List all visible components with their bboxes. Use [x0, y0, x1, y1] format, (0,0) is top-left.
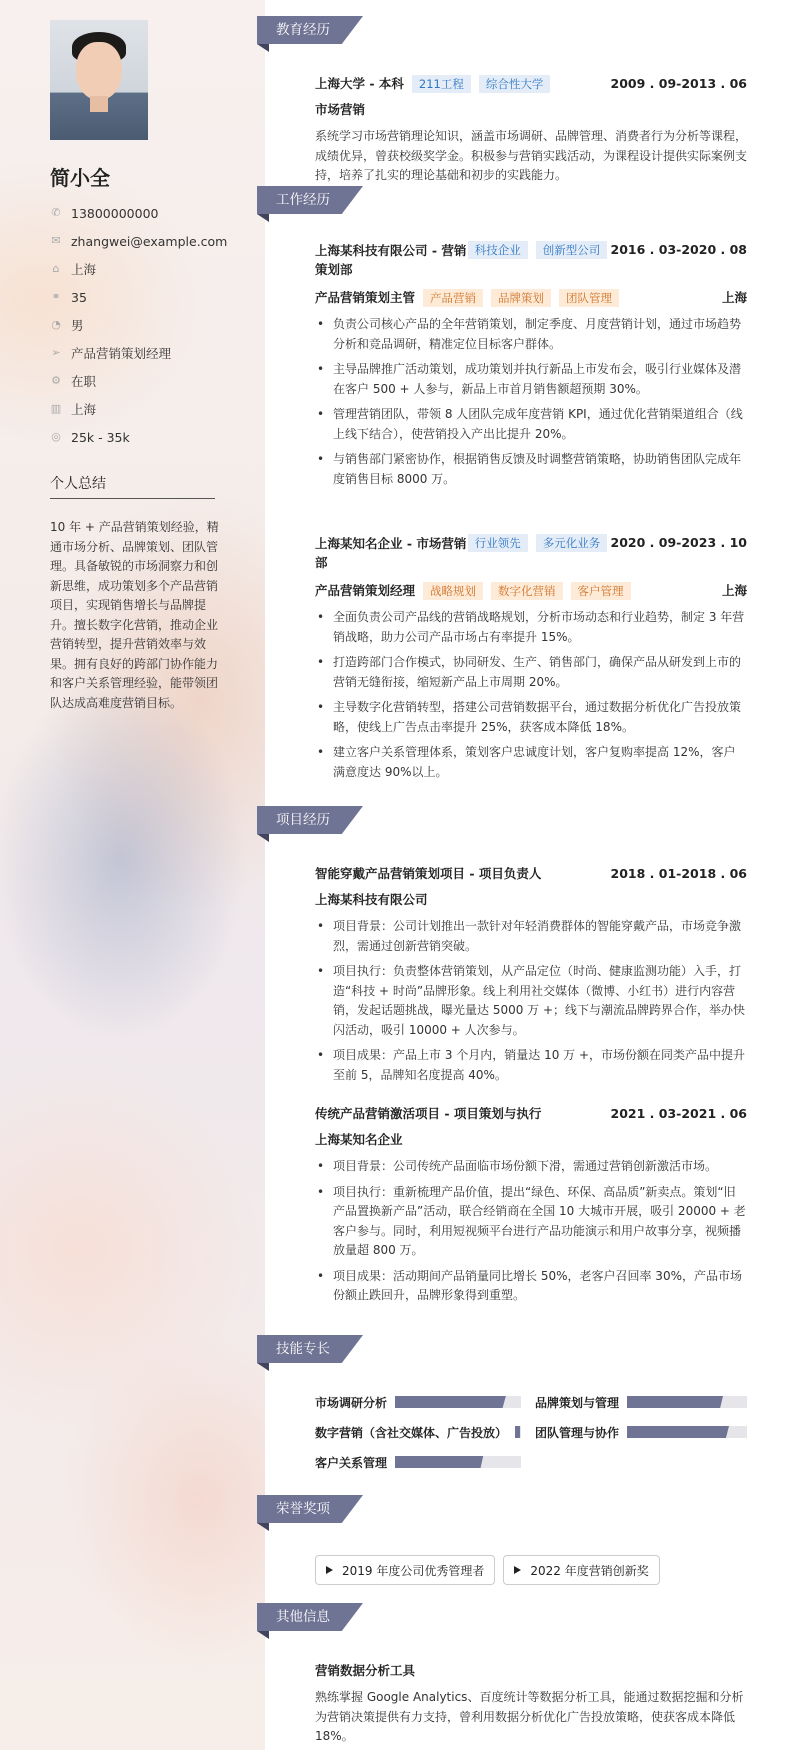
bullet-item: • 项目成果：活动期间产品销量同比增长 50%，老客户召回率 30%，产品市场份额止跌回升，品牌形象得到重塑。: [315, 1267, 747, 1306]
skill-bar-fill: [515, 1426, 520, 1438]
position-tag: 品牌策划: [491, 289, 551, 307]
contact-home: [50, 255, 227, 283]
email-text: zhangwei@example.com: [71, 233, 228, 249]
work-position-row: [315, 289, 619, 307]
skill-name: 数字营销（含社交媒体、广告投放）: [315, 1425, 508, 1440]
project-company: 上海某科技有限公司: [315, 892, 428, 907]
work-position-row: [315, 582, 631, 600]
section-header-education: [257, 16, 363, 44]
project-date: 2021 . 03-2021 . 06: [610, 1106, 747, 1121]
section-title-skills: 技能专长: [276, 1341, 330, 1357]
education-tag: 211工程: [412, 75, 471, 93]
gender-icon: ◔: [51, 318, 61, 331]
education-description: 系统学习市场营销理论知识，涵盖市场调研、品牌管理、消费者行为分析等课程，成绩优异，曾获校级奖学金。积极参与营销实践活动，为课程设计提供实际案例支持，培养了扎实的理论基础和初步的实践能力。: [315, 129, 748, 182]
awards-list: [315, 1555, 747, 1585]
project-entry: [315, 1105, 747, 1312]
award-item: [503, 1555, 659, 1585]
company-tag: 创新型公司: [536, 241, 608, 259]
contact-salary: [50, 423, 227, 451]
project-date: 2018 . 01-2018 . 06: [610, 866, 747, 881]
section-title-other: 其他信息: [276, 1609, 330, 1625]
summary-text: 10 年 + 产品营销策划经验，精通市场分析、品牌策划、团队管理。具备敏锐的市场洞察力和创新思维，成功策划多个产品营销项目，实现销售增长与品牌提升。擅长数字化营销，推动企业营销转型，提升营销效率与效果。拥有良好的跨部门协作能力和客户关系管理经验，能带领团队达成高难度营销目标。: [50, 520, 219, 710]
skill-bar-fill: [395, 1456, 483, 1468]
bullet-item: • 主导数字化营销转型，搭建公司营销数据平台，通过数据分析优化广告投放策略，使线上广告点击率提升 25%，获客成本降低 18%。: [315, 698, 747, 737]
education-tag: 综合性大学: [479, 75, 551, 93]
bullet-item: • 全面负责公司产品线的营销战略规划，分析市场动态和行业趋势，制定 3 年营销战略，助力公司产品市场占有率提升 15%。: [315, 608, 747, 647]
skill-bar-fill: [627, 1396, 723, 1408]
work-entry: [315, 241, 747, 495]
skill-item: [315, 1454, 521, 1470]
education-school: 上海大学 - 本科: [315, 76, 404, 91]
section-header-work: [257, 186, 363, 214]
skill-grid: [315, 1394, 747, 1470]
other-info: [315, 1662, 747, 1747]
phone-icon: ✆: [51, 206, 61, 219]
section-title-education: 教育经历: [276, 22, 330, 38]
bullet-item: • 负责公司核心产品的全年营销策划，制定季度、月度营销计划，通过市场趋势分析和竞品调研，精准定位目标客户群体。: [315, 315, 747, 354]
work-date: 2020 . 09-2023 . 10: [610, 535, 747, 550]
age-text: 35: [71, 289, 87, 305]
city-icon: ▥: [50, 402, 62, 415]
skill-name: 品牌策划与管理: [535, 1395, 620, 1410]
bullet-item: • 管理营销团队，带领 8 人团队完成年度营销 KPI，通过优化营销渠道组合（线上线下结合），使营销投入产出比提升 20%。: [315, 405, 747, 444]
skills-list: [315, 1394, 747, 1470]
skill-bar-track: [515, 1426, 521, 1438]
award-label: 2019 年度公司优秀管理者: [342, 1563, 485, 1578]
bullet-item: • 与销售部门紧密协作，根据销售反馈及时调整营销策略，协助销售团队完成年度销售目标 8000 万。: [315, 450, 747, 489]
company-tag: 科技企业: [468, 241, 528, 259]
skill-name: 市场调研分析: [315, 1395, 388, 1410]
project-bullets: [315, 1157, 747, 1306]
skill-item: [535, 1424, 747, 1440]
skill-bar-fill: [627, 1426, 729, 1438]
triangle-icon: [514, 1566, 521, 1574]
contact-city: [50, 395, 227, 423]
triangle-icon: [326, 1566, 333, 1574]
skill-bar-track: [395, 1396, 521, 1408]
target-position-text: 产品营销策划经理: [71, 346, 172, 361]
company-tag: 行业领先: [468, 534, 528, 552]
work-entry: [315, 534, 747, 788]
position-tag: 产品营销: [423, 289, 483, 307]
contact-age: [50, 283, 227, 311]
summary-title: 个人总结: [50, 476, 106, 492]
bullet-item: • 项目执行：负责整体营销策划，从产品定位（时尚、健康监测功能）入手，打造“科技 + 时尚”品牌形象。线上利用社交媒体（微博、小红书）进行内容营销，发起话题挑战，曝光量达 5000 万 +；线下与潮流品牌跨界合作，举办快闪活动，吸引 10000 + 人次参与。: [315, 962, 747, 1040]
work-city: 上海: [721, 290, 747, 305]
project-bullets: [315, 917, 747, 1085]
project-name: 智能穿戴产品营销策划项目 - 项目负责人: [315, 866, 542, 881]
contact-status: [50, 367, 227, 395]
avatar: [50, 20, 148, 140]
education-school-row: [315, 75, 550, 93]
sidebar: [0, 0, 265, 1750]
section-header-projects: [257, 806, 363, 834]
salary-text: 25k - 35k: [71, 429, 130, 445]
work-position: 产品营销策划经理: [315, 583, 416, 598]
age-icon: ⚭: [51, 290, 61, 303]
position-tag: 团队管理: [559, 289, 619, 307]
work-bullets: [315, 608, 747, 782]
project-name: 传统产品营销激活项目 - 项目策划与执行: [315, 1106, 542, 1121]
skill-bar-track: [395, 1456, 521, 1468]
email-icon: ✉: [51, 234, 61, 247]
home-icon: ⌂: [52, 262, 60, 275]
bullet-item: • 项目成果：产品上市 3 个月内，销量达 10 万 +，市场份额在同类产品中提升至前 5，品牌知名度提高 40%。: [315, 1046, 747, 1085]
skill-bar-track: [627, 1426, 747, 1438]
contact-gender: [50, 311, 227, 339]
work-company-tags: [468, 241, 608, 259]
award-item: [315, 1555, 495, 1585]
skill-bar-fill: [395, 1396, 506, 1408]
summary-divider: [50, 498, 215, 499]
contact-phone: [50, 199, 227, 227]
avatar-face: [76, 42, 122, 100]
project-company: 上海某知名企业: [315, 1132, 403, 1147]
position-tag: 客户管理: [571, 582, 631, 600]
work-company-tags: [468, 534, 608, 552]
project-entry: [315, 865, 747, 1091]
section-header-awards: [257, 1495, 363, 1523]
work-company: 上海某知名企业 - 市场营销部: [315, 536, 467, 570]
education-date: 2009 . 09-2013 . 06: [610, 76, 747, 91]
profile-name: 简小全: [50, 166, 110, 190]
skill-item: [535, 1394, 747, 1410]
section-title-awards: 荣誉奖项: [276, 1501, 330, 1517]
work-city: 上海: [721, 583, 747, 598]
education-major: 市场营销: [315, 102, 366, 117]
section-title-projects: 项目经历: [276, 812, 330, 828]
skill-name: 团队管理与协作: [535, 1425, 620, 1440]
contact-target-position: [50, 339, 227, 367]
position-tag: 数字化营销: [491, 582, 563, 600]
city-text: 上海: [71, 402, 97, 417]
other-text: 熟练掌握 Google Analytics、百度统计等数据分析工具，能通过数据挖掘和分析为营销决策提供有力支持，曾利用数据分析优化广告投放策略，使获客成本降低 18%。: [315, 1690, 744, 1743]
work-position: 产品营销策划主管: [315, 290, 416, 305]
status-text: 在职: [71, 374, 97, 389]
contact-info-list: [50, 199, 227, 451]
skill-name: 客户关系管理: [315, 1455, 388, 1470]
phone-text: 13800000000: [71, 205, 159, 221]
skill-item: [315, 1424, 521, 1440]
section-header-skills: [257, 1335, 363, 1363]
bullet-item: • 项目背景：公司传统产品面临市场份额下滑，需通过营销创新激活市场。: [315, 1157, 747, 1177]
gender-text: 男: [71, 318, 84, 333]
home-text: 上海: [71, 262, 97, 277]
award-label: 2022 年度营销创新奖: [530, 1563, 649, 1578]
section-title-work: 工作经历: [276, 192, 330, 208]
target-position-icon: ➢: [51, 346, 61, 359]
work-bullets: [315, 315, 747, 489]
contact-email: [50, 227, 227, 255]
bullet-item: • 主导品牌推广活动策划，成功策划并执行新品上市发布会，吸引行业媒体及潜在客户 500 + 人参与，新品上市首月销售额超预期 30%。: [315, 360, 747, 399]
work-date: 2016 . 03-2020 . 08: [610, 242, 747, 257]
company-tag: 多元化业务: [536, 534, 608, 552]
position-tag: 战略规划: [423, 582, 483, 600]
salary-icon: ◎: [51, 430, 61, 443]
bullet-item: • 项目执行：重新梳理产品价值，提出“绿色、环保、高品质”新卖点。策划“旧产品置换新产品”活动，联合经销商在全国 10 大城市开展，吸引 20000 + 老客户参与。同时，利用短视频平台进行产品功能演示和用户故事分享，视频播放量超 800 万。: [315, 1183, 747, 1261]
bullet-item: • 建立客户关系管理体系，策划客户忠诚度计划，客户复购率提高 12%，客户满意度达 90%以上。: [315, 743, 747, 782]
section-header-other: [257, 1603, 363, 1631]
status-icon: ⚙: [51, 374, 61, 387]
bullet-item: • 项目背景：公司计划推出一款针对年轻消费群体的智能穿戴产品，市场竞争激烈，需通过创新营销突破。: [315, 917, 747, 956]
work-company: 上海某科技有限公司 - 营销策划部: [315, 243, 467, 277]
skill-item: [315, 1394, 521, 1410]
skill-bar-track: [627, 1396, 747, 1408]
avatar-neck: [90, 96, 108, 112]
other-heading: 营销数据分析工具: [315, 1663, 416, 1678]
education-entry: [315, 75, 747, 186]
bullet-item: • 打造跨部门合作模式，协同研发、生产、销售部门，确保产品从研发到上市的营销无缝衔接，缩短新产品上市周期 20%。: [315, 653, 747, 692]
